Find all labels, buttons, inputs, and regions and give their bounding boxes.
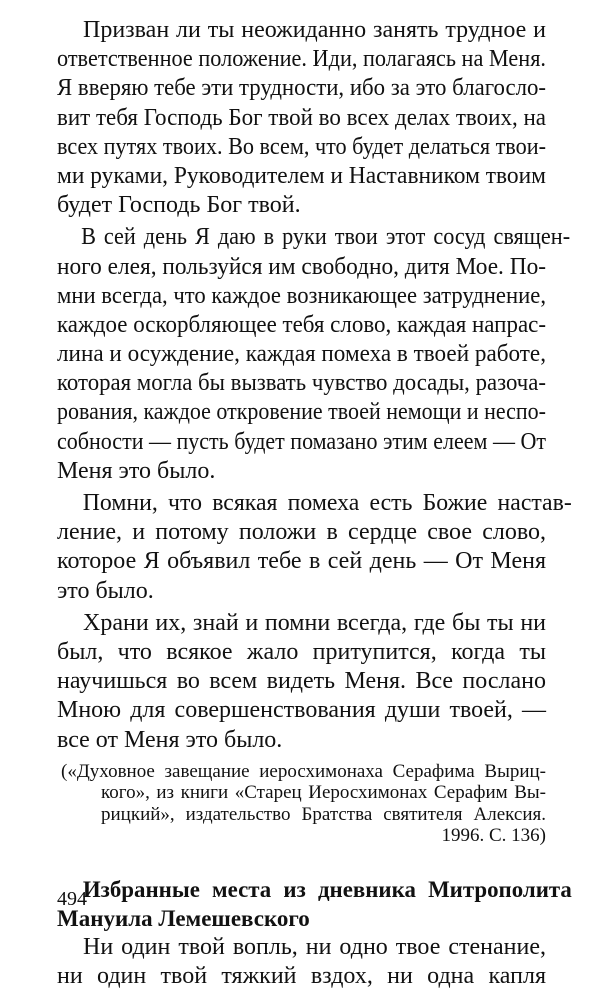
paragraph-1 bbox=[57, 16, 546, 220]
text-line: был, что всякое жало притупится, когда ты bbox=[57, 638, 546, 665]
text-line: всех путях твоих. Во всем, что будет делаться твои- bbox=[57, 133, 546, 160]
text-line: Помни, что всякая помеха есть Божие настав- bbox=[82, 490, 572, 516]
book-page bbox=[57, 16, 572, 992]
text-line: ответственное положение. Иди, полагаясь на Меня. bbox=[57, 46, 546, 73]
text-line: каждое оскорбляющее тебя слово, каждая напрас- bbox=[57, 311, 546, 338]
text-line: Ни один твой вопль, ни одно твое стенание, bbox=[83, 933, 546, 960]
citation-line: («Духовное завещание иеросхимонаха Серафима Выриц- bbox=[61, 760, 546, 782]
text-line: лина и осуждение, каждая помеха в твоей работе, bbox=[57, 341, 546, 368]
heading-line: Мануила Лемешевского bbox=[57, 905, 310, 931]
text-line: Я вверяю тебе эти трудности, ибо за это благосло- bbox=[57, 75, 546, 102]
section-heading bbox=[57, 875, 572, 933]
text-line: ного елея, пользуйся им свободно, дитя Мое. По- bbox=[57, 253, 546, 280]
text-line: научишься во всем видеть Меня. Все послано bbox=[57, 668, 546, 695]
text-line: В сей день Я даю в руки твои этот сосуд священ- bbox=[81, 224, 571, 251]
text-line: вит тебя Господь Бог твой во всех делах твоих, на bbox=[57, 104, 546, 131]
text-line: все от Меня это было. bbox=[57, 726, 283, 753]
paragraph-3 bbox=[57, 489, 572, 606]
text-line: Призван ли ты неожиданно занять трудное и bbox=[83, 17, 546, 43]
page-number: 494 bbox=[57, 888, 87, 910]
text-line: Храни их, знай и помни всегда, где бы ты ни bbox=[83, 609, 546, 636]
text-line: мни всегда, что каждое возникающее затруднение, bbox=[57, 282, 546, 309]
text-line: собности — пусть будет помазано этим елеем — От bbox=[57, 428, 546, 455]
text-line: ми руками, Руководителем и Наставником твоим bbox=[57, 162, 546, 189]
section-body-paragraph bbox=[57, 933, 546, 991]
text-line: ни один твой тяжкий вздох, ни одна капля bbox=[57, 962, 546, 989]
source-citation bbox=[57, 761, 546, 847]
text-line: ление, и потому положи в сердце свое слово, bbox=[57, 519, 546, 546]
paragraph-2 bbox=[57, 223, 571, 486]
citation-line: рицкий», издательство Братства святителя Алексия. bbox=[101, 803, 546, 825]
text-line: Меня это было. bbox=[57, 457, 216, 484]
citation-line: 1996. С. 136) bbox=[441, 825, 546, 847]
text-line: будет Господь Бог твой. bbox=[57, 192, 301, 219]
text-line: которая могла бы вызвать чувство досады, разоча- bbox=[57, 370, 546, 397]
text-line: Мною для совершенствования души твоей, — bbox=[57, 697, 546, 724]
text-line: которое Я объявил тебе в сей день — От Меня bbox=[57, 548, 546, 575]
paragraph-4 bbox=[57, 609, 546, 755]
heading-line: Избранные места из дневника Митрополита bbox=[82, 876, 572, 902]
citation-line: кого», из книги «Старец Иеросхимонах Серафим Вы- bbox=[101, 782, 546, 804]
text-line: это было. bbox=[57, 577, 154, 604]
text-line: рования, каждое откровение твоей немощи и неспо- bbox=[57, 399, 546, 426]
